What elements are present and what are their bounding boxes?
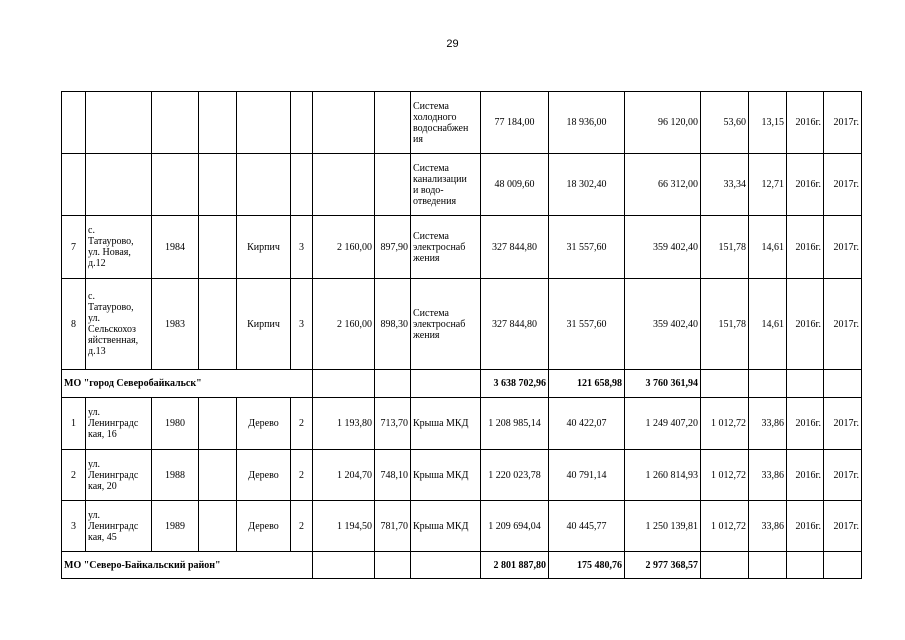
empty-cell [62,154,86,216]
table-row [62,501,862,552]
empty-cell [237,154,291,216]
empty-cell [313,92,375,154]
floors: 2 [291,398,313,450]
cost-sum: 359 402,40 [625,216,701,279]
address: с. Татаурово, ул. Сельскохоз яйственная, д.13 [86,279,152,370]
cost-fee: 121 658,98 [549,370,625,398]
living-area: 713,70 [375,398,411,450]
table-row [62,154,862,216]
empty-cell [62,92,86,154]
unit-fee: 14,61 [749,279,787,370]
start-year: 2016г. [787,216,824,279]
cost-fee: 40 422,07 [549,398,625,450]
table-row [62,92,862,154]
repair-system: Крыша МКД [411,501,481,552]
floors: 2 [291,450,313,501]
total-area: 2 160,00 [313,279,375,370]
empty-cell [86,154,152,216]
row-number: 2 [62,450,86,501]
cost-sum: 1 249 407,20 [625,398,701,450]
floors: 2 [291,501,313,552]
cost-total: 48 009,60 [481,154,549,216]
repair-system: Система электроснаб жения [411,279,481,370]
cost-total: 327 844,80 [481,216,549,279]
address: ул. Ленинградс кая, 20 [86,450,152,501]
cost-fee: 31 557,60 [549,279,625,370]
empty-cell [375,370,411,398]
living-area: 781,70 [375,501,411,552]
cost-total: 327 844,80 [481,279,549,370]
unit-cost: 151,78 [701,279,749,370]
wall-material: Кирпич [237,279,291,370]
row-number: 8 [62,279,86,370]
total-area: 2 160,00 [313,216,375,279]
empty-cell [237,92,291,154]
start-year: 2016г. [787,279,824,370]
cost-sum: 96 120,00 [625,92,701,154]
empty-cell [291,154,313,216]
repair-system: Система электроснаб жения [411,216,481,279]
unit-cost: 53,60 [701,92,749,154]
wall-material: Дерево [237,501,291,552]
unit-cost: 1 012,72 [701,450,749,501]
unit-cost: 33,34 [701,154,749,216]
unit-fee: 13,15 [749,92,787,154]
cost-fee: 40 791,14 [549,450,625,501]
table-row [62,450,862,501]
total-area: 1 194,50 [313,501,375,552]
empty-cell [199,450,237,501]
total-label: МО "город Северобайкальск" [62,370,313,398]
cost-fee: 40 445,77 [549,501,625,552]
start-year: 2016г. [787,398,824,450]
row-number: 3 [62,501,86,552]
empty-cell [701,370,749,398]
cost-sum: 359 402,40 [625,279,701,370]
cost-sum: 1 250 139,81 [625,501,701,552]
cost-total: 2 801 887,80 [481,552,549,579]
unit-fee: 33,86 [749,398,787,450]
empty-cell [787,552,824,579]
empty-cell [411,552,481,579]
floors: 3 [291,216,313,279]
cost-sum: 3 760 361,94 [625,370,701,398]
cost-total: 3 638 702,96 [481,370,549,398]
cost-fee: 175 480,76 [549,552,625,579]
empty-cell [787,370,824,398]
cost-sum: 2 977 368,57 [625,552,701,579]
repair-system: Система канализации и водо- отведения [411,154,481,216]
unit-fee: 14,61 [749,216,787,279]
cost-total: 1 220 023,78 [481,450,549,501]
end-year: 2017г. [824,154,862,216]
unit-fee: 33,86 [749,450,787,501]
empty-cell [199,154,237,216]
end-year: 2017г. [824,216,862,279]
empty-cell [824,370,862,398]
empty-cell [824,552,862,579]
empty-cell [375,92,411,154]
page-number: 29 [446,38,459,50]
cost-fee: 31 557,60 [549,216,625,279]
empty-cell [152,92,199,154]
unit-cost: 1 012,72 [701,501,749,552]
year-built: 1988 [152,450,199,501]
empty-cell [375,154,411,216]
row-number: 7 [62,216,86,279]
unit-fee: 33,86 [749,501,787,552]
repair-system: Система холодного водоснабжен ия [411,92,481,154]
address: ул. Ленинградс кая, 45 [86,501,152,552]
cost-fee: 18 936,00 [549,92,625,154]
empty-cell [86,92,152,154]
total-row [62,370,862,398]
cost-sum: 66 312,00 [625,154,701,216]
table-row [62,216,862,279]
cost-sum: 1 260 814,93 [625,450,701,501]
empty-cell [199,92,237,154]
repair-system: Крыша МКД [411,398,481,450]
year-built: 1984 [152,216,199,279]
unit-cost: 151,78 [701,216,749,279]
total-area: 1 193,80 [313,398,375,450]
empty-cell [152,154,199,216]
wall-material: Дерево [237,398,291,450]
year-built: 1980 [152,398,199,450]
empty-cell [291,92,313,154]
living-area: 897,90 [375,216,411,279]
table-row [62,398,862,450]
start-year: 2016г. [787,450,824,501]
end-year: 2017г. [824,398,862,450]
empty-cell [199,216,237,279]
end-year: 2017г. [824,501,862,552]
empty-cell [199,501,237,552]
cost-fee: 18 302,40 [549,154,625,216]
start-year: 2016г. [787,154,824,216]
living-area: 748,10 [375,450,411,501]
row-number: 1 [62,398,86,450]
table-row [62,279,862,370]
total-row [62,552,862,579]
floors: 3 [291,279,313,370]
unit-cost: 1 012,72 [701,398,749,450]
empty-cell [749,370,787,398]
cost-total: 1 208 985,14 [481,398,549,450]
start-year: 2016г. [787,92,824,154]
capital-repair-table [61,91,862,579]
empty-cell [701,552,749,579]
end-year: 2017г. [824,279,862,370]
end-year: 2017г. [824,450,862,501]
empty-cell [411,370,481,398]
cost-total: 1 209 694,04 [481,501,549,552]
total-area: 1 204,70 [313,450,375,501]
wall-material: Кирпич [237,216,291,279]
address: ул. Ленинградс кая, 16 [86,398,152,450]
year-built: 1983 [152,279,199,370]
empty-cell [313,154,375,216]
empty-cell [199,398,237,450]
repair-system: Крыша МКД [411,450,481,501]
total-label: МО "Северо-Байкальский район" [62,552,313,579]
cost-total: 77 184,00 [481,92,549,154]
empty-cell [375,552,411,579]
start-year: 2016г. [787,501,824,552]
address: с. Татаурово, ул. Новая, д.12 [86,216,152,279]
empty-cell [199,279,237,370]
empty-cell [749,552,787,579]
year-built: 1989 [152,501,199,552]
wall-material: Дерево [237,450,291,501]
end-year: 2017г. [824,92,862,154]
empty-cell [313,370,375,398]
empty-cell [313,552,375,579]
living-area: 898,30 [375,279,411,370]
unit-fee: 12,71 [749,154,787,216]
